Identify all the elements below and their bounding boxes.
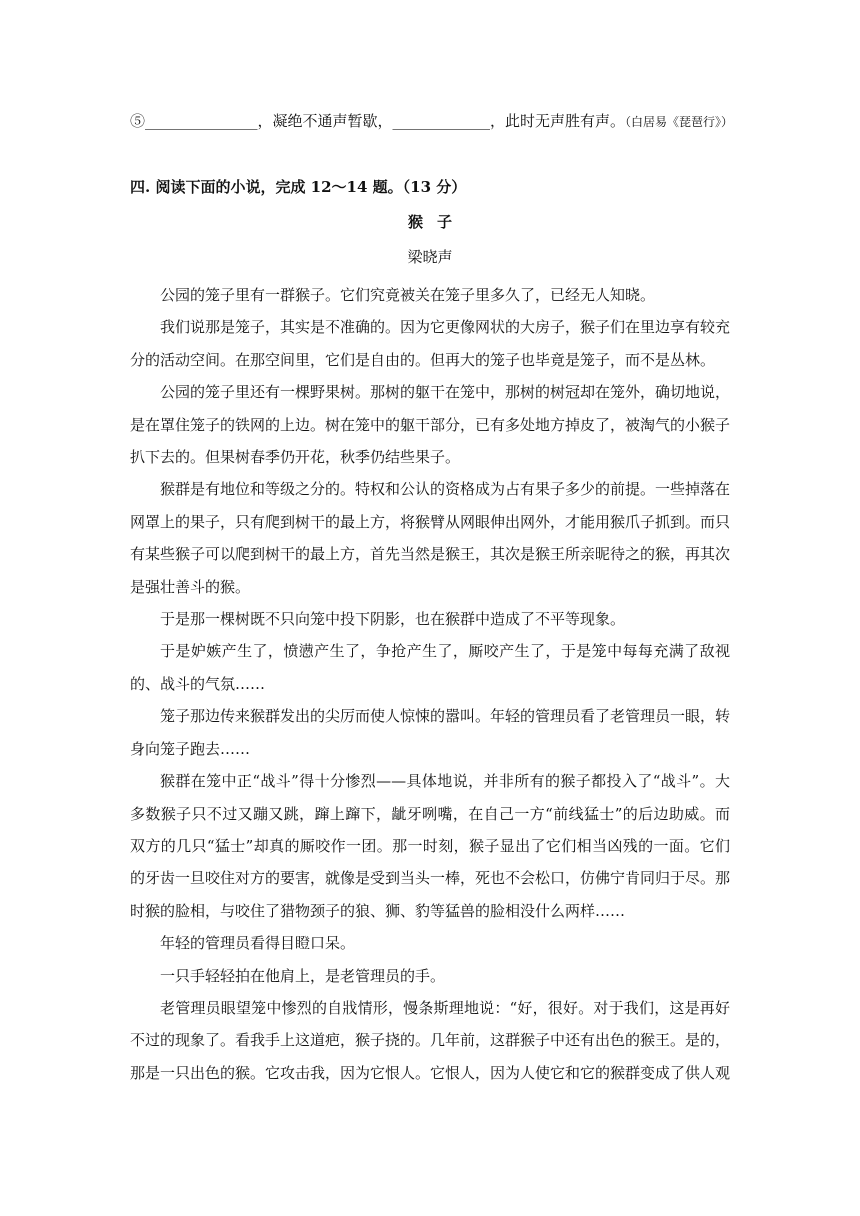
paragraph: 年轻的管理员看得目瞪口呆。: [160, 934, 356, 953]
poem-source: （白居易《琵琶行》）: [625, 115, 734, 129]
paragraph: 于是妒嫉产生了，愤懑产生了，争抢产生了，厮咬产生了，于是笼中每每充满了敌视的、战斗的气氛……: [130, 642, 730, 693]
paragraph: 猴群在笼中正“战斗”得十分惨烈——具体地说，并非所有的猴子都投入了“战斗”。大多数猴子只不过又蹦又跳，蹿上蹿下，龇牙咧嘴，在自己一方“前线猛士”的后边助威。而双方的几只“猛士”却真的厮咬作一团。那一时刻，猴子显出了它们相当凶残的一面。它们的牙齿一旦咬住对方的要害，就像是受到当头一棒，死也不会松口，仿佛宁肯同归于尽。那时猴的脸相，与咬住了猎物颈子的狼、狮、豹等猛兽的脸相没什么两样……: [130, 772, 731, 920]
paragraph: 于是那一棵树既不只向笼中投下阴影，也在猴群中造成了不平等现象。: [160, 610, 626, 629]
story-title: 猴子: [407, 213, 466, 231]
paragraph: 我们说那是笼子，其实是不准确的。因为它更像网状的大房子，猴子们在里边享有较充分的活动空间。在那空间里，它们是自由的。但再大的笼子也毕竟是笼子，而不是丛林。: [130, 318, 731, 369]
section-heading: 四. 阅读下面的小说，完成 12～14 题。（13 分）: [130, 178, 467, 196]
item-number-marker: ⑤: [130, 112, 146, 130]
paragraph: 老管理员眼望笼中惨烈的自戕情形，慢条斯理地说：“好，很好。对于我们，这是再好不过的现象了。看我手上这道疤，猴子挠的。几年前，这群猴子中还有出色的猴王。是的，那是一只出色的猴。它攻击我，因为它恨人。它恨人，因为人使它和它的猴群变成了供人观: [130, 998, 731, 1082]
paragraph: 公园的笼子里还有一棵野果树。那树的躯干在笼中，那树的树冠却在笼外，确切地说，是在罩住笼子的铁网的上边。树在笼中的躯干部分，已有多处地方掉皮了，被淘气的小猴子扒下去的。但果树春季仍开花，秋季仍结些果子。: [130, 383, 731, 467]
poem-fill-in-line: [130, 111, 750, 132]
answer-blank-1: _______________: [145, 112, 258, 130]
paragraph: 笼子那边传来猴群发出的尖厉而使人惊悚的嚣叫。年轻的管理员看了老管理员一眼，转身向笼子跑去……: [130, 707, 731, 758]
answer-blank-2: _____________: [392, 112, 491, 130]
poem-line-text: ，凝绝不通声暂歇，: [257, 112, 393, 130]
story-body: [130, 279, 730, 1089]
paragraph: 公园的笼子里有一群猴子。它们究竟被关在笼子里多久了，已经无人知晓。: [160, 286, 656, 304]
story-author: 梁晓声: [407, 248, 453, 266]
paragraph: 一只手轻轻拍在他肩上，是老管理员的手。: [160, 966, 446, 985]
paragraph: 猴群是有地位和等级之分的。特权和公认的资格成为占有果子多少的前提。一些掉落在网罩上的果子，只有爬到树干的最上方，将猴臂从网眼伸出网外，才能用猴爪子抓到。而只有某些猴子可以爬到树干的最上方，首先当然是猴王，其次是猴王所亲昵待之的猴，再其次是强壮善斗的猴。: [130, 480, 731, 596]
poem-line-end-text: ，此时无声胜有声。: [490, 112, 626, 130]
